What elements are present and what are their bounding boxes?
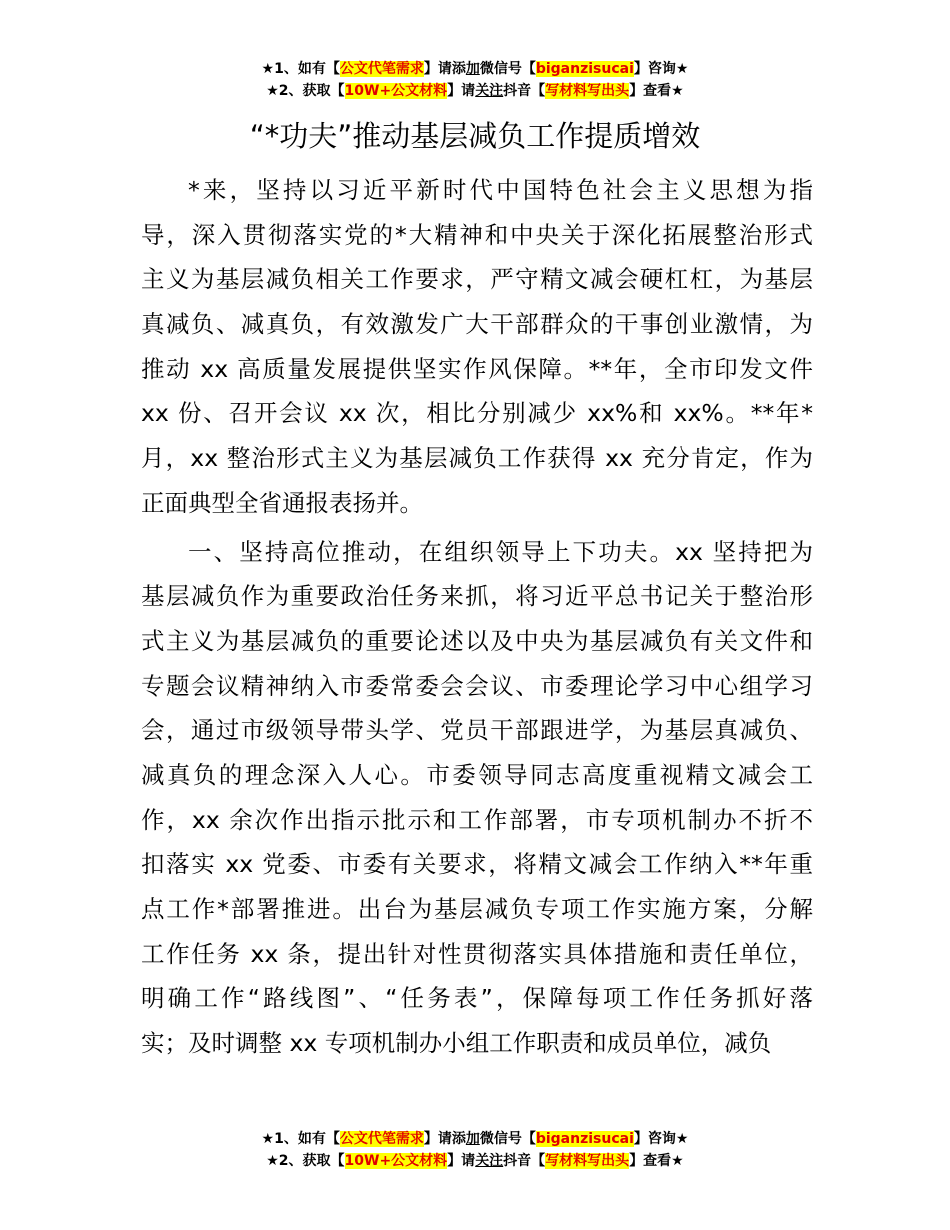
text-line: 会，通过市级领导带头学、党员干部跟进学，为基层真减负、	[141, 716, 813, 745]
banner-line-2: ★2、获取【10W+公文材料】请关注抖音【写材料写出头】查看★	[266, 1153, 684, 1169]
text-line: 实；及时调整 xx 专项机制办小组工作职责和成员单位，减负	[141, 1029, 772, 1058]
banner-highlight: 公文代笔需求	[339, 1131, 424, 1147]
text-line: 主义为基层减负相关工作要求，严守精文减会硬杠杠，为基层	[141, 265, 813, 294]
text-line: 减真负的理念深入人心。市委领导同志高度重视精文减会工	[141, 760, 813, 789]
text-line: 真减负、减真负，有效激发广大干部群众的干事创业激情，为	[141, 310, 813, 339]
banner-line-1: ★1、如有【公文代笔需求】请添加微信号【biganzisucai】咨询★	[261, 1131, 689, 1147]
footer-banner	[0, 1128, 950, 1172]
text-line: 明确工作“路线图”、“任务表”，保障每项工作任务抓好落	[141, 984, 813, 1013]
document-body	[141, 168, 813, 1066]
text-line: 一、坚持高位推动，在组织领导上下功夫。xx 坚持把为	[188, 537, 813, 566]
banner-highlight: 公文代笔需求	[339, 61, 424, 77]
text-line: 推动 xx 高质量发展提供坚实作风保障。**年，全市印发文件	[141, 354, 813, 383]
banner-douyin-id: 写材料写出头	[545, 83, 630, 99]
text-line: 专题会议精神纳入市委常委会会议、市委理论学习中心组学习	[141, 671, 813, 700]
text-line: 点工作*部署推进。出台为基层减负专项工作实施方案，分解	[141, 895, 813, 923]
banner-douyin-id: 写材料写出头	[545, 1153, 630, 1169]
text-line: 作，xx 余次作出指示批示和工作部署，市专项机制办不折不	[141, 805, 813, 834]
text-line: 导，深入贯彻落实党的*大精神和中央关于深化拓展整治形式	[141, 220, 813, 249]
paragraph-section-1	[141, 530, 813, 1066]
header-banner	[0, 58, 950, 102]
banner-line-1: ★1、如有【公文代笔需求】请添加微信号【biganzisucai】咨询★	[261, 61, 689, 77]
text-line: 扣落实 xx 党委、市委有关要求，将精文减会工作纳入**年重	[141, 850, 813, 879]
text-line: xx 份、召开会议 xx 次，相比分别减少 xx%和 xx%。**年*	[141, 399, 813, 428]
text-line: 月，xx 整治形式主义为基层减负工作获得 xx 充分肯定，作为	[141, 444, 813, 473]
banner-wechat-id: biganzisucai	[535, 1131, 634, 1147]
paragraph-intro	[141, 168, 813, 526]
document-title: “*功夫”推动基层减负工作提质增效	[249, 119, 701, 153]
text-line: 工作任务 xx 条，提出针对性贯彻落实具体措施和责任单位，	[141, 939, 813, 968]
text-line: 式主义为基层减负的重要论述以及中央为基层减负有关文件和	[141, 626, 813, 655]
banner-line-2: ★2、获取【10W+公文材料】请关注抖音【写材料写出头】查看★	[266, 83, 684, 99]
text-line: *来，坚持以习近平新时代中国特色社会主义思想为指	[188, 176, 813, 204]
text-line: 基层减负作为重要政治任务来抓，将习近平总书记关于整治形	[141, 582, 813, 611]
banner-wechat-id: biganzisucai	[535, 61, 634, 77]
banner-highlight: 10W+公文材料	[344, 1153, 448, 1169]
banner-highlight: 10W+公文材料	[344, 83, 448, 99]
text-line: 正面典型全省通报表扬并。	[141, 488, 423, 517]
